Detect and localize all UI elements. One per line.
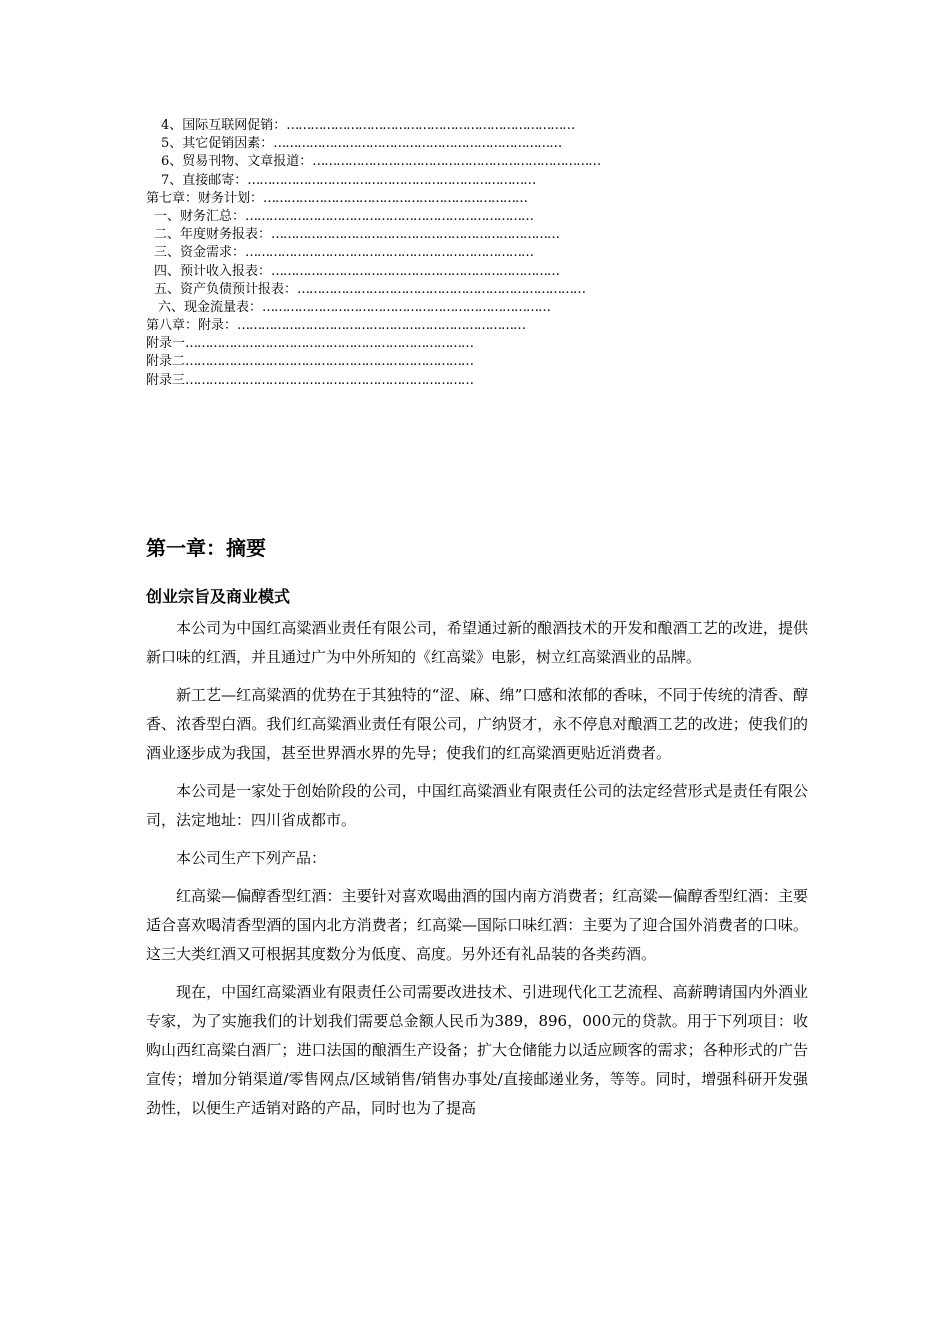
toc-leader-dots: …………………………………………………………: [263, 190, 528, 206]
toc-leader-dots: ………………………………………………………………: [245, 245, 534, 261]
toc-entry[interactable]: [146, 263, 786, 281]
paragraph: 本公司为中国红高粱酒业责任有限公司，希望通过新的酿酒技术的开发和酿酒工艺的改进，提供新口味的红酒，并且通过广为中外所知的《红高粱》电影，树立红高粱酒业的品牌。: [146, 619, 808, 666]
table-of-contents: [146, 117, 786, 390]
toc-entry[interactable]: [146, 317, 786, 335]
paragraph: 新工艺—红高粱酒的优势在于其独特的“涩、麻、绵”口感和浓郁的香味，不同于传统的清香、醇香、浓香型白酒。我们红高粱酒业责任有限公司，广纳贤才，永不停息对酿酒工艺的改进；使我们的酒业逐步成为我国，甚至世界酒水界的先导；使我们的红高粱酒更贴近消费者。: [146, 686, 808, 762]
toc-entry-text: 四、预计收入报表：: [154, 263, 272, 279]
toc-entry-text: 三、资金需求：: [154, 245, 246, 261]
toc-entry-text: 7、直接邮寄：: [161, 172, 248, 188]
toc-leader-dots: ………………………………………………………………: [286, 118, 575, 133]
toc-entry[interactable]: [146, 226, 786, 244]
toc-leader-dots: ………………………………………………………………: [185, 336, 474, 352]
toc-entry-text: 6、贸易刊物、文章报道：: [161, 154, 313, 170]
toc-entry[interactable]: [146, 153, 786, 171]
toc-entry-text: 第八章：附录：: [146, 318, 238, 334]
toc-entry[interactable]: [146, 335, 786, 353]
toc-leader-dots: ………………………………………………………………: [247, 172, 536, 188]
paragraph: 本公司生产下列产品：: [176, 849, 327, 867]
toc-leader-dots: ………………………………………………………………: [185, 354, 474, 370]
paragraph: 红高粱—偏醇香型红酒：主要针对喜欢喝曲酒的国内南方消费者；红高粱—偏醇香型红酒：主要适合喜欢喝清香型酒的国内北方消费者；红高粱—国际口味红酒：主要为了迎合国外消费者的口味。这三大类红酒又可根据其度数分为低度、高度。另外还有礼品装的各类药酒。: [146, 887, 808, 963]
toc-entry-text: 一、财务汇总：: [154, 208, 246, 224]
toc-entry-text: 5、其它促销因素：: [161, 136, 274, 152]
toc-leader-dots: ………………………………………………………………: [262, 299, 551, 315]
toc-entry-text: 附录一: [146, 336, 186, 352]
toc-entry-text: 五、资产负债预计报表：: [154, 281, 298, 297]
toc-entry-text: 六、现金流量表：: [158, 299, 263, 315]
paragraph: 本公司是一家处于创始阶段的公司，中国红高粱酒业有限责任公司的法定经营形式是责任有限公司，法定地址：四川省成都市。: [146, 782, 808, 829]
toc-entry[interactable]: [146, 117, 786, 135]
paragraph: 现在，中国红高粱酒业有限责任公司需要改进技术、引进现代化工艺流程、高薪聘请国内外酒业专家，为了实施我们的计划我们需要总金额人民币为389，896，000元的贷款。用于下列项目：收购山西红高粱白酒厂；进口法国的酿酒生产设备；扩大仓储能力以适应顾客的需求；各种形式的广告宣传；增加分销渠道/零售网点/区域销售/销售办事处/直接邮递业务，等等。同时，增强科研开发强劲性，以便生产适销对路的产品，同时也为了提高: [146, 983, 808, 1117]
body-text: [146, 614, 808, 1132]
toc-entry-text: 附录三: [146, 372, 186, 388]
toc-leader-dots: ………………………………………………………………: [273, 136, 562, 152]
toc-entry[interactable]: [146, 353, 786, 371]
toc-leader-dots: ………………………………………………………………: [245, 208, 534, 224]
toc-entry-text: 第七章：财务计划：: [146, 190, 264, 206]
toc-entry-text: 二、年度财务报表：: [154, 227, 272, 243]
toc-entry-text: 附录二: [146, 354, 186, 370]
toc-leader-dots: ………………………………………………………………: [312, 154, 601, 170]
toc-entry[interactable]: [146, 244, 786, 262]
chapter-heading: 第一章：摘要: [146, 536, 266, 560]
toc-entry[interactable]: [146, 299, 786, 317]
toc-entry[interactable]: [146, 281, 786, 299]
toc-leader-dots: ………………………………………………………………: [297, 281, 586, 297]
section-heading: 创业宗旨及商业模式: [146, 587, 291, 606]
toc-entry-text: 4、国际互联网促销：: [161, 118, 287, 133]
toc-leader-dots: ………………………………………………………………: [271, 263, 560, 279]
toc-entry[interactable]: [146, 135, 786, 153]
toc-leader-dots: ………………………………………………………………: [271, 227, 560, 243]
toc-leader-dots: ………………………………………………………………: [237, 318, 526, 334]
toc-leader-dots: ………………………………………………………………: [185, 372, 474, 388]
toc-entry[interactable]: [146, 190, 786, 208]
toc-entry[interactable]: [146, 172, 786, 190]
toc-entry[interactable]: [146, 372, 786, 390]
toc-entry[interactable]: [146, 208, 786, 226]
